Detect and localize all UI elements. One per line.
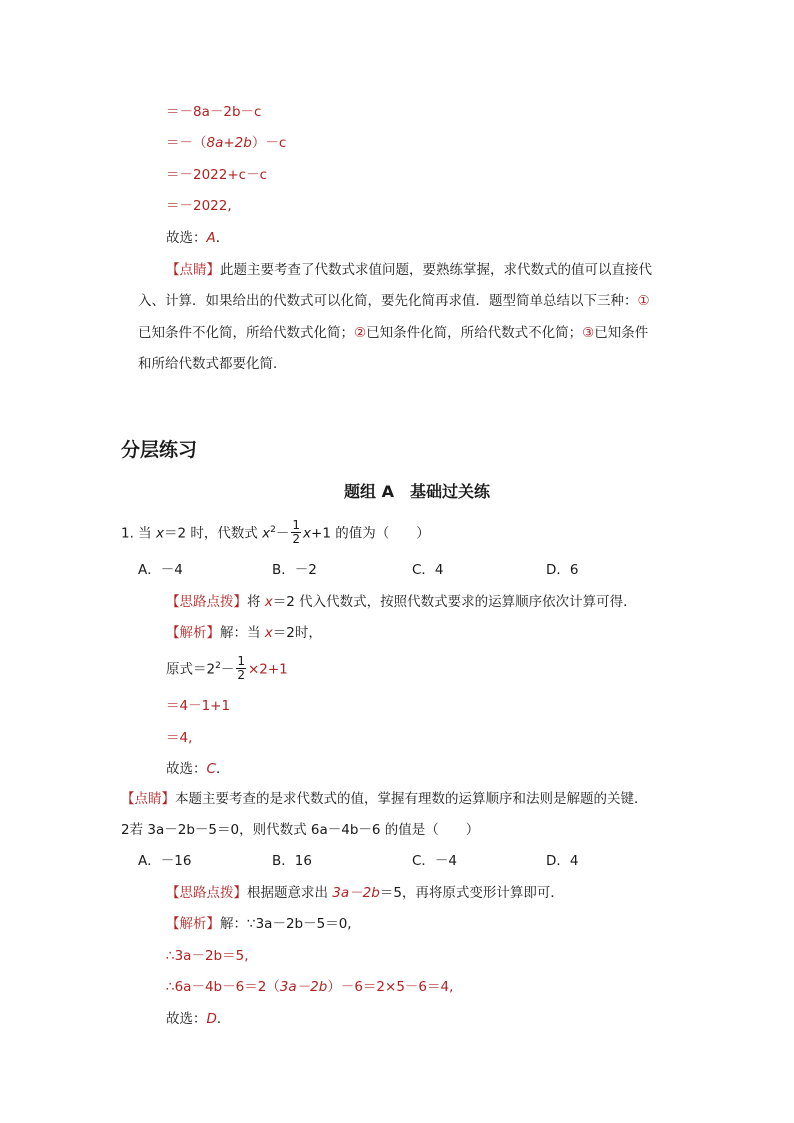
- text: 1. 当: [121, 525, 156, 542]
- solution-step-3: ＝－2022+c－c: [166, 167, 268, 183]
- choice-suffix: ．: [215, 761, 230, 777]
- solution-choice: [166, 228, 229, 248]
- frac-num: 1: [292, 518, 301, 532]
- choice-prefix: 故选：: [166, 761, 207, 777]
- q1-stem: [121, 520, 430, 547]
- choice-letter: C: [206, 761, 216, 777]
- text: 此题主要考查了代数式求值问题，要熟练掌握，求代数式的值可以直接代: [220, 262, 652, 278]
- analysis-tag: 【解析】: [166, 916, 220, 932]
- comment-line-3: [138, 323, 648, 343]
- q2-option-c: C．－4: [412, 853, 458, 869]
- comment-line-1: [166, 260, 652, 280]
- comment-line-2: [138, 291, 650, 311]
- q1-option-c: C．4: [412, 562, 444, 578]
- q2-analysis: [166, 914, 352, 934]
- q1-analysis: [166, 623, 322, 643]
- text: 根据题意求出: [247, 885, 333, 901]
- var-x: x: [303, 525, 312, 542]
- var-x: x: [262, 525, 271, 542]
- choice-suffix: ．: [216, 1011, 231, 1027]
- text: ＝5，再将原式变形计算即可．: [379, 885, 564, 901]
- minus: －: [220, 661, 235, 678]
- q1-step-2: ＝4,: [166, 730, 193, 746]
- exponent: 2: [215, 660, 221, 671]
- q2-choice: [166, 1009, 230, 1029]
- text: 已知条件: [594, 325, 649, 341]
- comment-tag: 【点睛】: [121, 791, 175, 807]
- fraction: [236, 655, 246, 682]
- q1-original-expression: [166, 656, 288, 683]
- hint-tag: 【思路点拨】: [166, 885, 247, 901]
- hint-tag: 【思路点拨】: [166, 594, 247, 610]
- q1-step-1: ＝4－1+1: [166, 698, 231, 714]
- text: 8a+2b: [206, 135, 252, 151]
- solution-step-1: ＝－8a－2b－c: [166, 104, 262, 120]
- frac-den: 2: [292, 532, 301, 546]
- analysis-tag: 【解析】: [166, 625, 220, 641]
- choice-prefix: 故选：: [166, 230, 207, 246]
- text: 原式＝2: [166, 661, 216, 678]
- exponent: 2: [270, 524, 276, 535]
- var-x: x: [155, 525, 164, 542]
- section-title: 分层练习: [121, 439, 198, 461]
- q1-option-b: B．－2: [272, 562, 317, 578]
- fraction: [291, 519, 301, 546]
- circle-mark-3: ③: [582, 325, 595, 341]
- q2-option-d: D．4: [546, 853, 579, 869]
- choice-prefix: 故选：: [166, 1011, 207, 1027]
- text: ＝－（: [166, 135, 207, 151]
- text: ）－6＝2×5－6＝4,: [327, 979, 454, 995]
- expr: 3a－2b: [279, 979, 328, 995]
- text: 已知条件化简，所给代数式不化简；: [366, 325, 583, 341]
- frac-num: 1: [237, 654, 245, 668]
- q2-stem: 2若 3a－2b－5＝0，则代数式 6a－4b－6 的值是（ ）: [121, 822, 480, 838]
- q1-choice: [166, 759, 229, 779]
- q1-option-d: D．6: [546, 562, 579, 578]
- q1-hint: [166, 592, 637, 612]
- q1-comment: [121, 789, 648, 809]
- text: ×2+1: [247, 661, 288, 678]
- text: 本题主要考查的是求代数式的值，掌握有理数的运算顺序和法则是解题的关键．: [175, 791, 648, 807]
- q2-option-b: B．16: [272, 853, 312, 869]
- text: 解：∵3a－2b－5＝0,: [220, 916, 352, 932]
- circle-mark-1: ①: [637, 293, 650, 309]
- choice-letter: D: [206, 1011, 217, 1027]
- circle-mark-2: ②: [354, 325, 367, 341]
- q2-hint: [166, 883, 564, 903]
- text: ∴6a－4b－6＝2（: [166, 979, 280, 995]
- text: ＝2 时，代数式: [163, 525, 263, 542]
- comment-tag: 【点睛】: [166, 262, 220, 278]
- expr: 3a－2b: [332, 885, 380, 901]
- var-x: x: [264, 594, 273, 610]
- text: 已知条件不化简，所给代数式化简；: [138, 325, 354, 341]
- text: ＝2 代入代数式，按照代数式要求的运算顺序依次计算可得．: [272, 594, 637, 610]
- minus: －: [275, 525, 290, 542]
- q1-option-a: A．－4: [138, 562, 183, 578]
- comment-line-4: 和所给代数式都要化简．: [138, 356, 287, 372]
- text: 将: [247, 594, 265, 610]
- text: 解：当: [220, 625, 265, 641]
- var-x: x: [264, 625, 273, 641]
- group-title: 题组 A 基础过关练: [344, 482, 490, 501]
- q2-option-a: A．－16: [138, 853, 192, 869]
- text: ＝2时，: [272, 625, 322, 641]
- choice-suffix: ．: [215, 230, 230, 246]
- solution-step-2: [166, 133, 286, 153]
- text: 入、计算．如果给出的代数式可以化简，要先化简再求值．题型简单总结以下三种：: [138, 293, 638, 309]
- choice-letter: A: [206, 230, 216, 246]
- q2-step-2: [166, 977, 453, 997]
- q2-step-1: ∴3a－2b＝5,: [166, 948, 249, 964]
- text: +1 的值为（ ）: [311, 525, 430, 542]
- text: ）－c: [251, 135, 287, 151]
- solution-step-4: ＝－2022,: [166, 198, 232, 214]
- frac-den: 2: [237, 668, 245, 682]
